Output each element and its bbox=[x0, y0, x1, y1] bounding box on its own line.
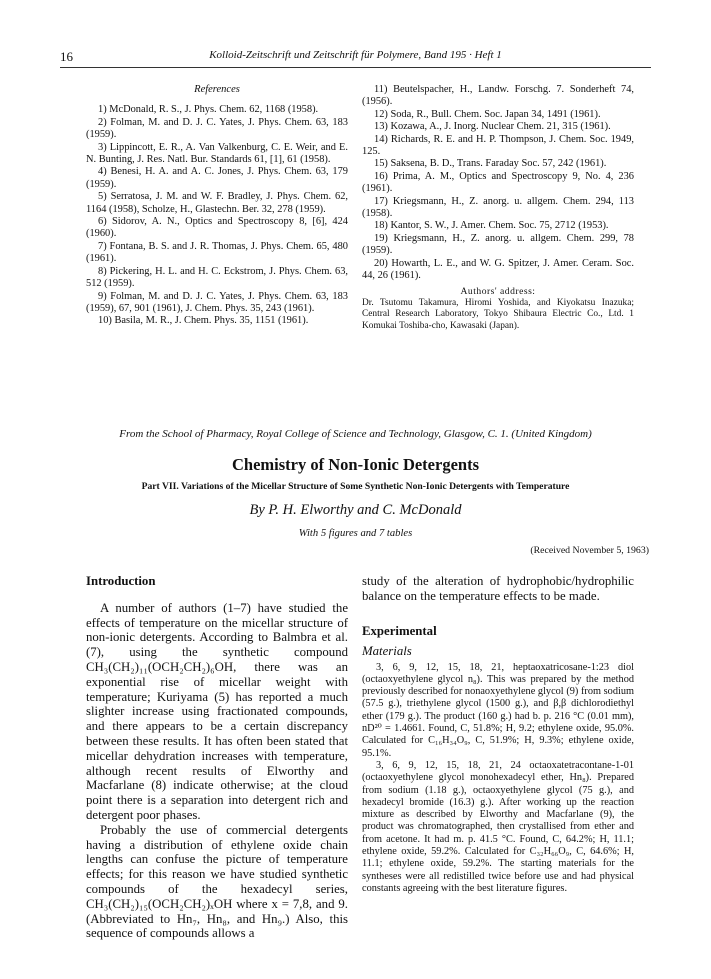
reference-item: 20) Howarth, L. E., and W. G. Spitzer, J. Amer. Ceram. Soc. 44, 26 (1961). bbox=[362, 257, 634, 282]
reference-item: 11) Beutelspacher, H., Landw. Forschg. 7. Sonderheft 74, (1956). bbox=[362, 84, 634, 108]
materials-paragraph: 3, 6, 9, 12, 15, 18, 21, heptaoxatricosane-1:23 diol (octaoxyethylene glycol n₈). This was prepared by the method previously described for nonaoxyethylene glycol (9) from sodium (57.5 g.), triethylene glycol (1500 g.), and β,β dichlorodiethyl ether (179 g.). The product (160 g.) had b. p. 216 °C (0.01 mm), nD²⁰ = 1.4661. Found, C, 51.8%; H, 9.2; ethylene oxide, 95.0%. Calculated for C₁₆H₃₄O₉, C, 51.9%; H, 9.3%; ethylene oxide, 95.1%. bbox=[362, 661, 634, 759]
body-left-column bbox=[86, 574, 348, 941]
article-authors: By P. H. Elworthy and C. McDonald bbox=[249, 502, 462, 518]
body-paragraph-continued: study of the alteration of hydrophobic/hydrophilic balance on the temperature effects to be made. bbox=[362, 574, 634, 603]
introduction-heading: Introduction bbox=[86, 574, 156, 588]
received-date: (Received November 5, 1963) bbox=[530, 545, 649, 556]
reference-item: 18) Kantor, S. W., J. Amer. Chem. Soc. 75, 2712 (1953). bbox=[374, 220, 609, 232]
reference-item: 2) Folman, M. and D. J. C. Yates, J. Phys. Chem. 63, 183 (1959). bbox=[86, 116, 348, 141]
article-title: Chemistry of Non-Ionic Detergents bbox=[232, 455, 479, 474]
references-right-column bbox=[362, 84, 634, 332]
materials-paragraph: 3, 6, 9, 12, 15, 18, 21, 24 octaoxatetracontane-1-01 (octaoxyethylene glycol monohexadecyl ether, Hn₈). Prepared from sodium (1.18 g.), octaoxyethylene glycol (75 g.), and hexadecyl bromide (16.3) g.). After working up the reaction mixture as described by Elworthy and Macfarlane (9), the product was chromatographed, then crystallised from ether and from acetone. It had m. p. 41.5 °C. Found, C, 64.2%; H, 11.1; ethylene oxide, 59.2%. Calculated for C₃₂H₆₆O₉, C, 64.6%; H, 11.1; ethylene oxide, 59.2%. The starting materials for the syntheses were all redistilled twice before use and had physical constants agreeing with the best literature figures. bbox=[362, 759, 634, 894]
reference-item: 6) Sidorov, A. N., Optics and Spectroscopy 8, [6], 424 (1960). bbox=[86, 216, 348, 240]
reference-item: 13) Kozawa, A., J. Inorg. Nuclear Chem. 21, 315 (1961). bbox=[374, 121, 611, 133]
affiliation-line: From the School of Pharmacy, Royal College of Science and Technology, Glasgow, C. 1. (United Kingdom) bbox=[119, 428, 592, 440]
authors-address-heading: Authors' address: bbox=[460, 285, 536, 297]
reference-item: 16) Prima, A. M., Optics and Spectroscopy 9, No. 4, 236 (1961). bbox=[362, 170, 634, 195]
reference-item: 10) Basila, M. R., J. Chem. Phys. 35, 1151 (1961). bbox=[98, 315, 309, 327]
reference-item: 5) Serratosa, J. M. and W. F. Bradley, J. Phys. Chem. 62, 1164 (1958), Scholze, H., Glastechn. Ber. 32, 278 (1959). bbox=[86, 191, 348, 215]
reference-item: 14) Richards, R. E. and H. P. Thompson, J. Chem. Soc. 1949, 125. bbox=[362, 133, 634, 158]
running-header bbox=[60, 49, 651, 68]
body-paragraph: Probably the use of commercial detergents having a distribution of ethylene oxide chain lengths can confuse the picture of temperature effects; for this reason we have studied synthetic compounds of the hexadecyl series, CH₃(CH₂)₁₅(OCH₂CH₂)ₓOH where x = 7,8, and 9. (Abbreviated to Hn₇, Hn₈, and Hn₉.) Also, this sequence of compounds allows a bbox=[86, 822, 348, 941]
reference-item: 19) Kriegsmann, H., Z. anorg. u. allgem. Chem. 299, 78 (1959). bbox=[362, 232, 634, 257]
reference-item: 7) Fontana, B. S. and J. R. Thomas, J. Phys. Chem. 65, 480 (1961). bbox=[86, 240, 348, 265]
figures-note: With 5 figures and 7 tables bbox=[298, 528, 413, 539]
reference-item: 15) Saksena, B. D., Trans. Faraday Soc. 57, 242 (1961). bbox=[374, 158, 607, 170]
reference-item: 9) Folman, M. and D. J. C. Yates, J. Phys. Chem. 63, 183 (1959), 67, 901 (1961), J. Chem. Phys. 35, 243 (1961). bbox=[86, 290, 348, 314]
reference-item: 17) Kriegsmann, H., Z. anorg. u. allgem. Chem. 294, 113 (1958). bbox=[362, 195, 634, 220]
authors-address: Dr. Tsutomu Takamura, Hiromi Yoshida, and Kiyokatsu Inazuka; Central Research Laboratory, Tokyo Shibaura Electric Co., Ltd. 1 Komukai Toshiba-cho, Kawasaki (Japan). bbox=[362, 297, 634, 331]
reference-item: 4) Benesi, H. A. and A. C. Jones, J. Phys. Chem. 63, 179 (1959). bbox=[86, 166, 348, 190]
journal-title: Kolloid-Zeitschrift und Zeitschrift für Polymere, Band 195 · Heft 1 bbox=[209, 49, 502, 61]
materials-heading: Materials bbox=[362, 643, 412, 658]
body-right-column bbox=[362, 574, 634, 895]
article-subtitle: Part VII. Variations of the Micellar Structure of Some Synthetic Non-Ionic Detergents with Temperature bbox=[141, 481, 570, 492]
reference-item: 1) McDonald, R. S., J. Phys. Chem. 62, 1168 (1958). bbox=[98, 104, 319, 116]
reference-item: 12) Soda, R., Bull. Chem. Soc. Japan 34, 1491 (1961). bbox=[374, 108, 601, 120]
body-paragraph: A number of authors (1–7) have studied the effects of temperature on the micellar structure of non-ionic detergents. According to Balmbra et al. (7), using the synthetic compound CH₃(CH₂)₁₁(OCH₂CH₂)₆OH, there was an exponential rise of micellar weight with temperature; Kuriyama (5) has reported a much slighter increase using fractionated compounds, and there appears to be a certain discrepancy between these results. It has often been stated that micellar dehydration increases with temperature, although recent results of Elworthy and Macfarlane (8) indicate otherwise; at the cloud point there is a separation into detergent rich and detergent poor phases. bbox=[86, 600, 348, 822]
references-heading: References bbox=[194, 84, 240, 95]
reference-item: 8) Pickering, H. L. and H. C. Eckstrom, J. Phys. Chem. 63, 512 (1959). bbox=[86, 265, 348, 290]
experimental-heading: Experimental bbox=[362, 623, 437, 638]
reference-item: 3) Lippincott, E. R., A. Van Valkenburg, C. E. Weir, and E. N. Bunting, J. Res. Natl. Bur. Standards 61, [1], 61 (1958). bbox=[86, 141, 348, 166]
references-left-column bbox=[86, 84, 348, 328]
page-number: 16 bbox=[60, 49, 73, 64]
